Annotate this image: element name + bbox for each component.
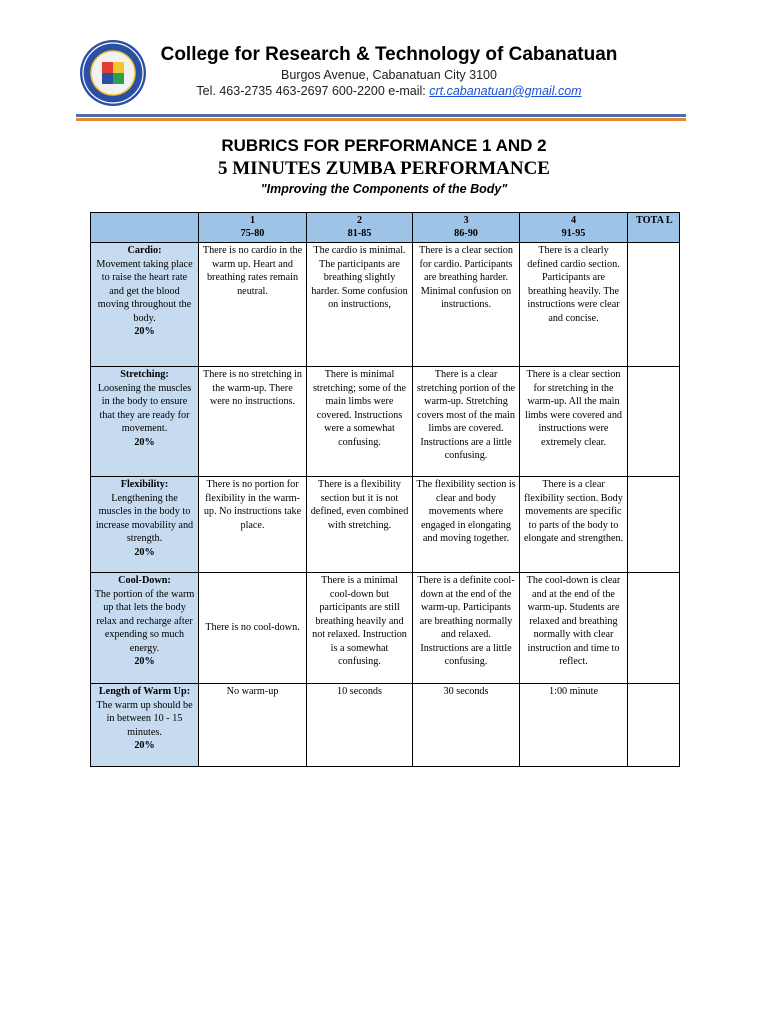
college-name: College for Research & Technology of Cabanatuan [160, 44, 618, 65]
criteria-cell [91, 243, 199, 367]
score-range: 91-95 [561, 228, 586, 239]
rubric-cell: There is no cool-down. [199, 573, 307, 684]
criteria-description: The portion of the warm up that lets the body relax and recharge after expending so much energy. [94, 588, 195, 654]
header-score-1 [199, 213, 307, 243]
rubric-table [90, 212, 680, 767]
criteria-weight: 20% [134, 326, 155, 337]
table-header-row [91, 213, 680, 243]
rubric-cell: The cardio is minimal. The participants are breathing slightly harder. Some confusion on instructions, [307, 243, 413, 367]
criteria-title: Flexibility: [120, 479, 169, 490]
rubric-cell: 30 seconds [413, 684, 520, 767]
rubric-cell: There is a clear flexibility section. Body movements are specific to parts of the body to elongate and strengthen. [520, 477, 628, 573]
score-range: 75-80 [240, 228, 265, 239]
score-label: 1 [249, 215, 256, 226]
rubric-cell: There is a clear section for stretching in the warm-up. All the main limbs were covered and instructions were extremely clear. [520, 367, 628, 477]
letterhead [0, 0, 768, 125]
rubric-cell: There is a clear stretching portion of the warm-up. Stretching covers most of the main limbs are covered. Instructions are a little confusing. [413, 367, 520, 477]
email-link[interactable]: crt.cabanatuan@gmail.com [429, 84, 582, 98]
table-row [91, 684, 680, 767]
college-address: Burgos Avenue, Cabanatuan City 3100 [281, 68, 497, 82]
criteria-title: Cardio: [127, 245, 162, 256]
rubric-cell: There is a definite cool-down at the end of the warm-up. Participants are breathing normally and relaxed. Instructions are a little confusing. [413, 573, 520, 684]
score-label: 3 [463, 215, 469, 226]
criteria-description: Lengthening the muscles in the body to increase movability and strength. [95, 492, 194, 544]
rubric-cell: There is a flexibility section but it is not defined, even combined with stretching. [307, 477, 413, 573]
rubric-cell: There is minimal stretching; some of the main limbs were covered. Instructions were a somewhat confusing. [307, 367, 413, 477]
total-cell[interactable] [628, 477, 680, 573]
rubric-cell: There is no portion for flexibility in the warm-up. No instructions take place. [199, 477, 307, 573]
rubric-cell: There is no cardio in the warm up. Heart and breathing rates remain neutral. [199, 243, 307, 367]
rubric-cell: There is a clear section for cardio. Participants are breathing harder. Minimal confusion on instructions. [413, 243, 520, 367]
criteria-title: Stretching: [120, 369, 169, 380]
score-label: 4 [570, 215, 577, 226]
rubric-cell: No warm-up [199, 684, 307, 767]
total-cell[interactable] [628, 684, 680, 767]
criteria-weight: 20% [134, 436, 155, 448]
college-seal-icon [78, 38, 148, 108]
document-title: RUBRICS FOR PERFORMANCE 1 AND 2 [221, 136, 547, 155]
score-range: 86-90 [454, 228, 478, 239]
table-row [91, 367, 680, 477]
header-divider-blue [76, 114, 686, 117]
document-subtitle: 5 MINUTES ZUMBA PERFORMANCE [218, 158, 550, 179]
criteria-weight: 20% [134, 656, 155, 667]
header-total: TOTA L [628, 213, 680, 243]
criteria-cell [91, 367, 199, 477]
contact-phones: Tel. 463-2735 463-2697 600-2200 e-mail: [196, 84, 430, 98]
criteria-title: Length of Warm Up: [98, 686, 191, 697]
rubric-cell: There is no stretching in the warm-up. There were no instructions. [199, 367, 307, 477]
table-row [91, 243, 680, 367]
rubric-cell: There is a clearly defined cardio section. Participants are breathing heavily. The instructions were clear and concise. [520, 243, 628, 367]
table-row [91, 477, 680, 573]
header-corner-cell [91, 213, 199, 243]
document-tagline: "Improving the Components of the Body" [260, 182, 508, 196]
total-cell[interactable] [628, 367, 680, 477]
criteria-weight: 20% [134, 546, 155, 558]
rubric-cell: The flexibility section is clear and body movements where engaged in elongating and moving together. [413, 477, 520, 573]
college-contact [140, 84, 638, 98]
criteria-description: Loosening the muscles in the body to ensure that they are ready for movement. [97, 382, 192, 434]
total-cell[interactable] [628, 243, 680, 367]
score-range: 81-85 [347, 228, 372, 239]
criteria-cell [91, 684, 199, 767]
criteria-description: The warm up should be in between 10 - 15 minutes. [96, 699, 193, 738]
header-score-4 [520, 213, 628, 243]
criteria-weight: 20% [134, 740, 155, 751]
header-divider-orange [76, 118, 686, 121]
criteria-cell [91, 477, 199, 573]
rubric-cell: There is a minimal cool-down but participants are still breathing heavily and not relaxed. Instruction is a somewhat confusing. [307, 573, 413, 684]
rubric-cell: The cool-down is clear and at the end of the warm-up. Students are relaxed and breathing normally with clear instruction and time to reflect. [520, 573, 628, 684]
score-label: 2 [356, 215, 363, 226]
header-score-3 [413, 213, 520, 243]
rubric-cell: 10 seconds [307, 684, 413, 767]
rubric-cell: 1:00 minute [520, 684, 628, 767]
criteria-title: Cool-Down: [118, 575, 171, 586]
criteria-description: Movement taking place to raise the heart rate and get the blood moving throughout the body. [96, 258, 193, 324]
criteria-cell [91, 573, 199, 684]
table-row [91, 573, 680, 684]
header-score-2 [307, 213, 413, 243]
total-cell[interactable] [628, 573, 680, 684]
